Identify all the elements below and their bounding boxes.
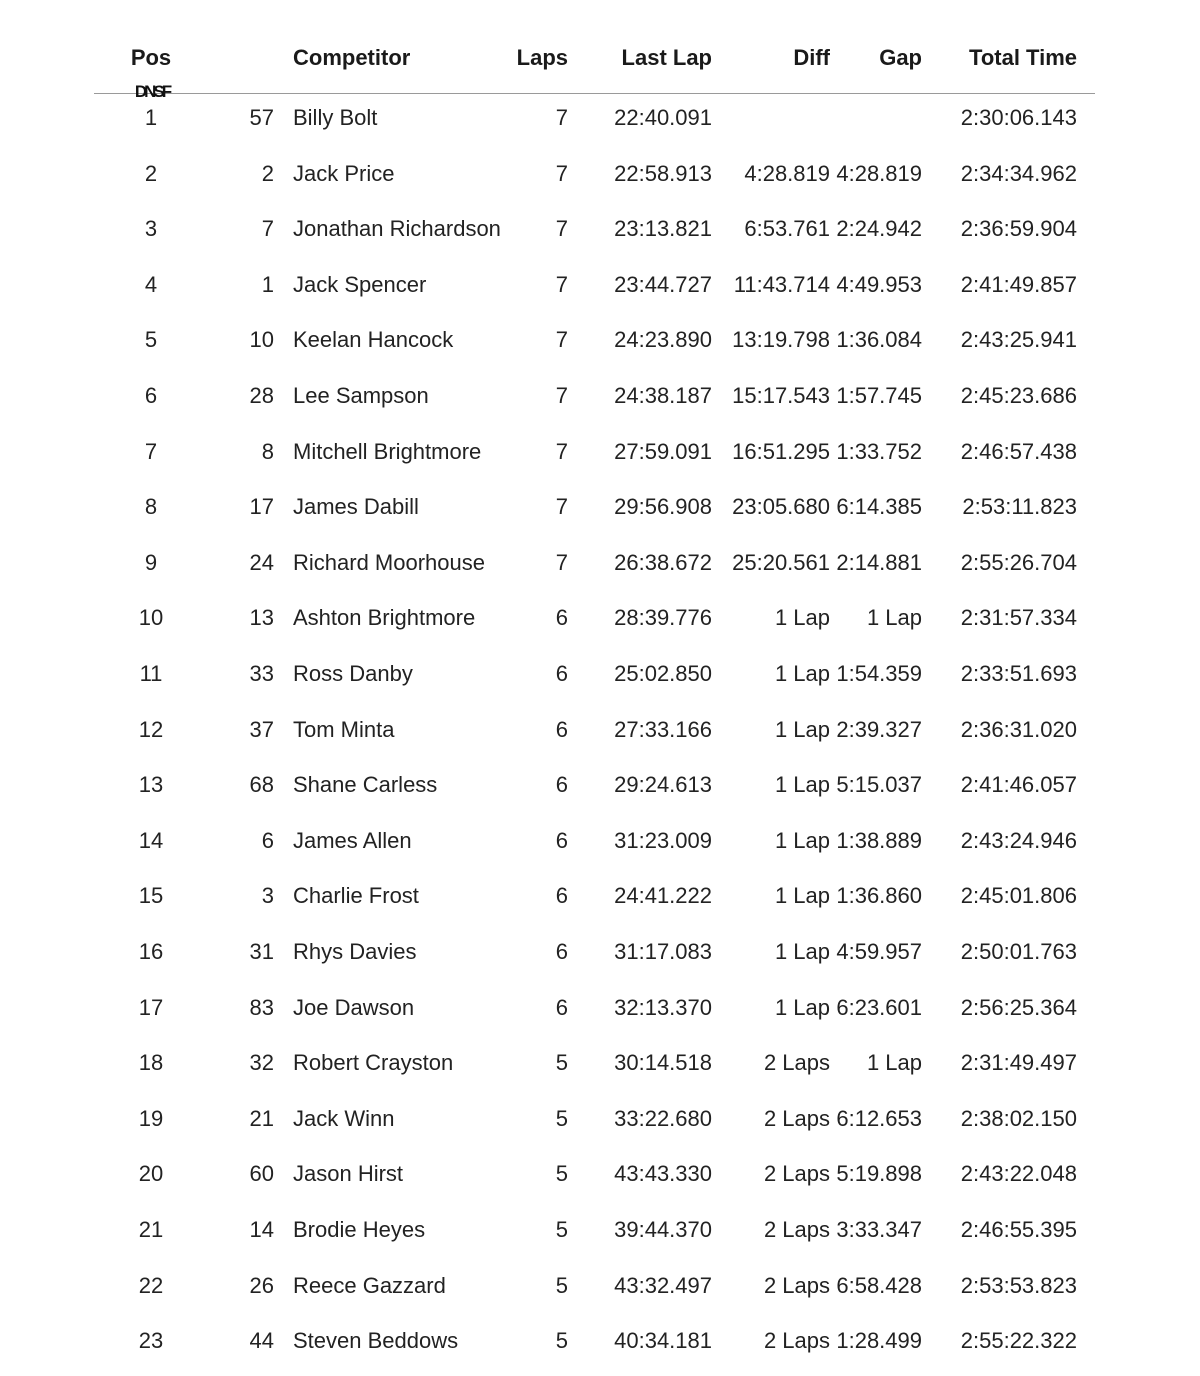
gap-cell: 1:38.889 bbox=[836, 827, 922, 853]
last-lap-cell: 27:59.091 bbox=[614, 438, 712, 464]
diff-cell: 6:53.761 bbox=[744, 216, 830, 242]
race-number-cell: 13 bbox=[249, 605, 274, 631]
last-lap-cell: 23:13.821 bbox=[614, 216, 712, 242]
competitor-cell: Brodie Heyes bbox=[293, 1217, 426, 1242]
competitor-cell: Robert Crayston bbox=[293, 1050, 454, 1076]
table-row bbox=[94, 928, 1095, 984]
diff-cell: 4:28.819 bbox=[744, 160, 830, 186]
laps-cell: 7 bbox=[555, 105, 568, 130]
laps-cell: 7 bbox=[555, 438, 568, 464]
competitor-cell: Keelan Hancock bbox=[293, 327, 454, 353]
total-time-cell: 2:31:49.497 bbox=[960, 1050, 1077, 1076]
competitor-cell: Jason Hirst bbox=[293, 1161, 404, 1187]
competitor-cell: Billy Bolt bbox=[293, 105, 378, 130]
laps-cell: 6 bbox=[555, 661, 568, 686]
race-number-cell: 17 bbox=[249, 494, 274, 520]
gap-cell: 4:59.957 bbox=[836, 939, 922, 964]
pos-cell: 6 bbox=[144, 383, 158, 408]
laps-cell: 5 bbox=[555, 1272, 568, 1298]
competitor-cell: Reece Gazzard bbox=[293, 1272, 446, 1298]
table-row bbox=[94, 761, 1095, 817]
pos-cell: 21 bbox=[138, 1217, 164, 1242]
laps-cell: 6 bbox=[555, 994, 568, 1020]
last-lap-cell: 26:38.672 bbox=[614, 549, 712, 575]
race-number-cell: 26 bbox=[249, 1272, 274, 1298]
competitor-cell: Tom Minta bbox=[293, 716, 395, 742]
last-lap-cell: 29:24.613 bbox=[614, 772, 712, 798]
table-row bbox=[94, 1150, 1095, 1206]
pos-cell: 10 bbox=[138, 605, 164, 631]
total-time-cell: 2:45:23.686 bbox=[960, 383, 1077, 408]
last-lap-cell: 30:14.518 bbox=[614, 1050, 712, 1076]
laps-cell: 5 bbox=[555, 1217, 568, 1242]
competitor-cell: Ross Danby bbox=[293, 661, 413, 686]
last-lap-cell: 22:58.913 bbox=[614, 160, 712, 186]
pos-cell: 17 bbox=[138, 994, 164, 1020]
pos-cell: 1 bbox=[144, 105, 158, 130]
race-number-cell: 32 bbox=[249, 1050, 274, 1076]
diff-cell: 2 Laps bbox=[763, 1217, 830, 1242]
total-time-cell: 2:53:11.823 bbox=[962, 494, 1077, 520]
total-time-cell: 2:38:02.150 bbox=[960, 1105, 1077, 1131]
total-time-cell: 2:50:01.763 bbox=[960, 939, 1077, 964]
total-time-cell: 2:53:53.823 bbox=[960, 1272, 1077, 1298]
total-time-cell: 2:36:31.020 bbox=[960, 716, 1077, 742]
table-row bbox=[94, 539, 1095, 595]
race-number-cell: 33 bbox=[249, 661, 274, 686]
last-lap-cell: 28:39.776 bbox=[614, 605, 712, 631]
competitor-cell: Steven Beddows bbox=[293, 1328, 459, 1354]
diff-cell: 1 Lap bbox=[774, 994, 830, 1020]
laps-cell: 7 bbox=[555, 549, 568, 575]
pos-cell: 14 bbox=[138, 827, 164, 853]
total-time-cell: 2:43:25.941 bbox=[960, 327, 1077, 353]
pos-cell: 8 bbox=[144, 494, 158, 520]
pos-cell: 3 bbox=[144, 216, 158, 242]
race-number-cell: 3 bbox=[261, 883, 274, 909]
competitor-cell: Joe Dawson bbox=[293, 994, 415, 1020]
laps-cell: 6 bbox=[555, 605, 568, 631]
total-time-cell: 2:31:57.334 bbox=[960, 605, 1077, 631]
table-row bbox=[94, 428, 1095, 484]
diff-cell: 23:05.680 bbox=[732, 494, 830, 520]
last-lap-cell: 39:44.370 bbox=[614, 1217, 712, 1242]
laps-cell: 7 bbox=[555, 383, 568, 408]
laps-cell: 7 bbox=[555, 494, 568, 520]
competitor-cell: Mitchell Brightmore bbox=[293, 438, 482, 464]
race-number-cell: 14 bbox=[249, 1217, 274, 1242]
header-last-lap: Last Lap bbox=[621, 45, 712, 70]
last-lap-cell: 24:23.890 bbox=[614, 327, 712, 353]
table-row bbox=[94, 82, 1095, 150]
pos-cell: 5 bbox=[144, 327, 158, 353]
diff-cell: 1 Lap bbox=[774, 661, 830, 686]
pos-cell: 22 bbox=[138, 1272, 164, 1298]
diff-cell: 15:17.543 bbox=[732, 383, 830, 408]
header-total-time: Total Time bbox=[969, 45, 1077, 70]
laps-cell: 7 bbox=[555, 327, 568, 353]
laps-cell: 6 bbox=[555, 772, 568, 798]
diff-cell: 2 Laps bbox=[763, 1328, 830, 1354]
race-number-cell: 10 bbox=[249, 327, 274, 353]
competitor-cell: Jack Price bbox=[293, 160, 395, 186]
diff-cell: 2 Laps bbox=[763, 1272, 830, 1298]
gap-cell: 2:24.942 bbox=[836, 216, 922, 242]
laps-cell: 6 bbox=[555, 716, 568, 742]
race-number-cell: 57 bbox=[249, 105, 274, 130]
total-time-cell: 2:30:06.143 bbox=[960, 105, 1077, 130]
diff-cell: 1 Lap bbox=[774, 883, 830, 909]
diff-cell: 1 Lap bbox=[774, 827, 830, 853]
laps-cell: 6 bbox=[555, 827, 568, 853]
gap-cell: 1 Lap bbox=[866, 605, 922, 631]
race-number-cell: 6 bbox=[261, 827, 274, 853]
race-number-cell: 44 bbox=[249, 1328, 274, 1354]
gap-cell: 1:28.499 bbox=[836, 1328, 922, 1354]
gap-cell: 1:36.084 bbox=[836, 327, 922, 353]
competitor-cell: Ashton Brightmore bbox=[293, 605, 476, 631]
gap-cell: 2:14.881 bbox=[836, 549, 922, 575]
gap-cell: 1 Lap bbox=[866, 1050, 922, 1076]
diff-cell: 13:19.798 bbox=[732, 327, 830, 353]
table-row bbox=[94, 594, 1095, 650]
gap-cell: 1:54.359 bbox=[836, 661, 922, 686]
table-row bbox=[94, 872, 1095, 928]
table-row bbox=[94, 483, 1095, 539]
gap-cell: 4:49.953 bbox=[836, 271, 922, 297]
gap-cell: 6:12.653 bbox=[836, 1105, 922, 1131]
total-time-cell: 2:41:49.857 bbox=[960, 271, 1077, 297]
laps-cell: 7 bbox=[555, 271, 568, 297]
status-overlay: DNSF bbox=[134, 82, 170, 101]
total-time-cell: 2:56:25.364 bbox=[960, 994, 1077, 1020]
last-lap-cell: 43:32.497 bbox=[614, 1272, 712, 1298]
last-lap-cell: 25:02.850 bbox=[614, 661, 712, 686]
race-number-cell: 8 bbox=[261, 438, 274, 464]
total-time-cell: 2:33:51.693 bbox=[960, 661, 1077, 686]
race-number-cell: 1 bbox=[261, 271, 274, 297]
gap-cell: 5:19.898 bbox=[836, 1161, 922, 1187]
total-time-cell: 2:36:59.904 bbox=[960, 216, 1077, 242]
competitor-cell: Jack Spencer bbox=[293, 271, 427, 297]
table-row bbox=[94, 1317, 1095, 1373]
pos-cell: 11 bbox=[139, 661, 163, 686]
laps-cell: 7 bbox=[555, 216, 568, 242]
competitor-cell: Rhys Davies bbox=[293, 939, 417, 964]
laps-cell: 5 bbox=[555, 1161, 568, 1187]
race-number-cell: 7 bbox=[261, 216, 274, 242]
last-lap-cell: 23:44.727 bbox=[614, 271, 712, 297]
diff-cell: 1 Lap bbox=[774, 772, 830, 798]
table-row bbox=[94, 817, 1095, 873]
table-row bbox=[94, 150, 1095, 206]
table-row bbox=[94, 261, 1095, 317]
diff-cell: 16:51.295 bbox=[732, 438, 830, 464]
pos-cell: 12 bbox=[138, 716, 164, 742]
race-number-cell: 24 bbox=[249, 549, 274, 575]
table-row bbox=[94, 650, 1095, 706]
competitor-cell: Jonathan Richardson bbox=[293, 216, 501, 242]
last-lap-cell: 32:13.370 bbox=[614, 994, 712, 1020]
race-number-cell: 21 bbox=[249, 1105, 274, 1131]
laps-cell: 6 bbox=[555, 883, 568, 909]
gap-cell: 5:15.037 bbox=[836, 772, 922, 798]
total-time-cell: 2:41:46.057 bbox=[960, 772, 1077, 798]
competitor-cell: Richard Moorhouse bbox=[293, 549, 485, 575]
race-number-cell: 37 bbox=[249, 716, 274, 742]
total-time-cell: 2:55:26.704 bbox=[960, 549, 1077, 575]
diff-cell: 2 Laps bbox=[763, 1161, 830, 1187]
pos-cell: 7 bbox=[144, 438, 158, 464]
header-pos: Pos bbox=[130, 45, 172, 70]
competitor-cell: Lee Sampson bbox=[293, 383, 429, 408]
gap-cell: 6:14.385 bbox=[836, 494, 922, 520]
total-time-cell: 2:55:22.322 bbox=[960, 1328, 1077, 1354]
pos-cell: 19 bbox=[138, 1105, 164, 1131]
diff-cell: 1 Lap bbox=[774, 605, 830, 631]
race-number-cell: 28 bbox=[249, 383, 274, 408]
total-time-cell: 2:45:01.806 bbox=[960, 883, 1077, 909]
last-lap-cell: 22:40.091 bbox=[614, 105, 712, 130]
last-lap-cell: 27:33.166 bbox=[614, 716, 712, 742]
table-row bbox=[94, 984, 1095, 1040]
laps-cell: 5 bbox=[555, 1328, 568, 1354]
pos-cell: 23 bbox=[138, 1328, 164, 1354]
competitor-cell: Charlie Frost bbox=[293, 883, 419, 909]
pos-cell: 18 bbox=[138, 1050, 164, 1076]
table-row bbox=[94, 205, 1095, 261]
gap-cell: 4:28.819 bbox=[836, 160, 922, 186]
gap-cell: 1:33.752 bbox=[836, 438, 922, 464]
results-table bbox=[94, 0, 1095, 1352]
last-lap-cell: 31:23.009 bbox=[614, 827, 712, 853]
laps-cell: 5 bbox=[555, 1105, 568, 1131]
gap-cell: 6:23.601 bbox=[836, 994, 922, 1020]
last-lap-cell: 29:56.908 bbox=[614, 494, 712, 520]
diff-cell: 2 Laps bbox=[763, 1050, 830, 1076]
laps-cell: 5 bbox=[555, 1050, 568, 1076]
race-number-cell: 31 bbox=[249, 939, 274, 964]
table-row bbox=[94, 316, 1095, 372]
last-lap-cell: 43:43.330 bbox=[614, 1161, 712, 1187]
diff-cell: 2 Laps bbox=[763, 1105, 830, 1131]
competitor-cell: James Allen bbox=[293, 827, 412, 853]
header-diff: Diff bbox=[793, 45, 830, 70]
gap-cell: 6:58.428 bbox=[836, 1272, 922, 1298]
pos-cell: 9 bbox=[144, 549, 158, 575]
header-competitor: Competitor bbox=[293, 45, 411, 70]
gap-cell: 2:39.327 bbox=[836, 716, 922, 742]
pos-cell: 16 bbox=[138, 939, 164, 964]
pos-cell: 15 bbox=[138, 883, 164, 909]
table-row bbox=[94, 372, 1095, 428]
gap-cell: 1:36.860 bbox=[836, 883, 922, 909]
gap-cell: 3:33.347 bbox=[836, 1217, 922, 1242]
table-header bbox=[94, 0, 1095, 94]
total-time-cell: 2:43:24.946 bbox=[960, 827, 1077, 853]
pos-cell: 13 bbox=[138, 772, 164, 798]
competitor-cell: Jack Winn bbox=[293, 1105, 395, 1131]
last-lap-cell: 40:34.181 bbox=[614, 1328, 712, 1354]
total-time-cell: 2:46:57.438 bbox=[960, 438, 1077, 464]
table-row bbox=[94, 1206, 1095, 1262]
race-number-cell: 60 bbox=[249, 1161, 274, 1187]
race-number-cell: 68 bbox=[249, 772, 274, 798]
total-time-cell: 2:34:34.962 bbox=[960, 160, 1077, 186]
table-row bbox=[94, 1262, 1095, 1318]
race-number-cell: 2 bbox=[261, 160, 274, 186]
last-lap-cell: 33:22.680 bbox=[614, 1105, 712, 1131]
competitor-cell: James Dabill bbox=[293, 494, 419, 520]
diff-cell: 1 Lap bbox=[774, 939, 830, 964]
gap-cell: 1:57.745 bbox=[836, 383, 922, 408]
header-laps: Laps bbox=[516, 45, 568, 70]
total-time-cell: 2:46:55.395 bbox=[960, 1217, 1077, 1242]
last-lap-cell: 24:41.222 bbox=[614, 883, 712, 909]
table-row bbox=[94, 1039, 1095, 1095]
laps-cell: 7 bbox=[555, 160, 568, 186]
laps-cell: 6 bbox=[555, 939, 568, 964]
competitor-cell: Shane Carless bbox=[293, 772, 438, 798]
pos-cell: 2 bbox=[144, 160, 158, 186]
diff-cell: 11:43.714 bbox=[733, 271, 830, 297]
table-row bbox=[94, 706, 1095, 762]
last-lap-cell: 31:17.083 bbox=[614, 939, 712, 964]
total-time-cell: 2:43:22.048 bbox=[960, 1161, 1077, 1187]
race-number-cell: 83 bbox=[249, 994, 274, 1020]
diff-cell: 1 Lap bbox=[774, 716, 830, 742]
last-lap-cell: 24:38.187 bbox=[614, 383, 712, 408]
pos-cell: 20 bbox=[138, 1161, 164, 1187]
pos-cell: 4 bbox=[144, 271, 158, 297]
header-gap: Gap bbox=[879, 45, 922, 70]
table-row bbox=[94, 1095, 1095, 1151]
diff-cell: 25:20.561 bbox=[732, 549, 830, 575]
